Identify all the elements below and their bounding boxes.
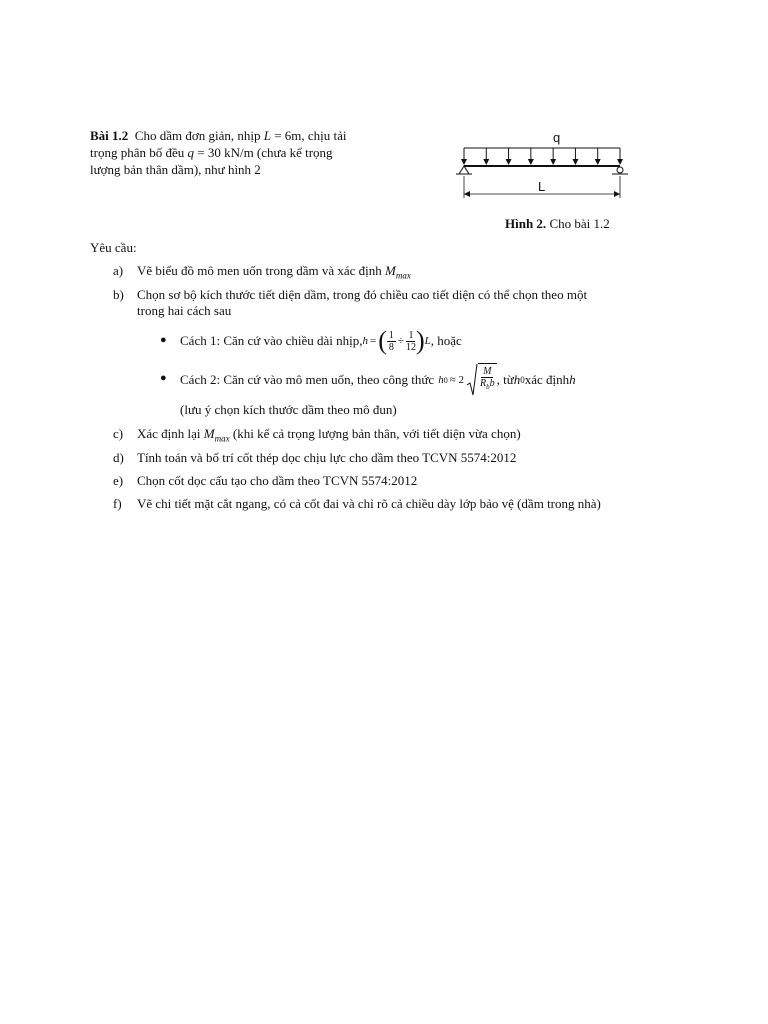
load-arrows <box>461 148 623 165</box>
item-e-text: Chọn cốt dọc cấu tạo cho dầm theo TCVN 5574:2012 <box>137 473 418 488</box>
roller-support-right <box>617 167 623 173</box>
beam-diagram <box>455 128 635 210</box>
load-arrow-head <box>617 159 623 165</box>
load-arrow-head <box>528 159 534 165</box>
bullet-2-dot: ● <box>160 372 167 384</box>
item-f-text: Vẽ chi tiết mặt cắt ngang, có cả cốt đai và chỉ rõ cả chiều dày lớp bảo vệ (dầm trong nhà) <box>137 496 601 511</box>
load-arrow-head <box>595 159 601 165</box>
load-arrow-head <box>506 159 512 165</box>
figure-caption: Hình 2. Cho bài 1.2 <box>505 216 610 231</box>
load-arrow-head <box>572 159 578 165</box>
pin-support-left <box>459 166 469 174</box>
problem-line-3: lượng bản thân dầm), như hình 2 <box>90 162 261 177</box>
item-b-line-1: Chọn sơ bộ kích thước tiết diện dầm, trong đó chiều cao tiết diện có thể chọn theo một <box>137 287 588 302</box>
problem-line-1: Bài 1.2 Cho dầm đơn giản, nhịp L = 6m, chịu tải <box>90 128 347 143</box>
problem-line-2: trọng phân bố đều q = 30 kN/m (chưa kể trọng <box>90 145 333 160</box>
bullet-2-note: (lưu ý chọn kích thước dầm theo mô đun) <box>180 402 397 417</box>
item-c-text: Xác định lại $M_{max}$ (khi kể cả trọng lượng bản thân, với tiết diện vừa chọn) <box>137 426 521 444</box>
item-a-text: Vẽ biểu đồ mô men uốn trong dầm và xác định $M_{max}$ <box>137 263 411 281</box>
load-arrow-head <box>550 159 556 165</box>
item-e-letter: e) <box>113 473 124 488</box>
bullet-1-dot: ● <box>160 334 167 346</box>
item-d-text: Tính toán và bố trí cốt thép dọc chịu lực cho dầm theo TCVN 5574:2012 <box>137 450 517 465</box>
load-label-q: q <box>553 130 561 145</box>
load-arrow-head <box>461 159 467 165</box>
item-c-letter: c) <box>113 426 124 441</box>
bullet-2-text: Cách 2: Căn cứ vào mô men uốn, theo công thức h 0 ≈ 2 $\frac{M}{R_bb}$ , từ h 0 xác định h <box>180 362 576 398</box>
requirements-heading: Yêu cầu: <box>90 240 137 255</box>
sqrt-expression: $\frac{M}{R_bb}$ <box>466 363 497 397</box>
load-arrow-head <box>483 159 489 165</box>
problem-title: Bài 1.2 <box>90 128 129 143</box>
item-b-line-2: trong hai cách sau <box>137 303 232 318</box>
item-d-letter: d) <box>113 450 124 465</box>
item-b-letter: b) <box>113 287 124 302</box>
item-a-letter: a) <box>113 263 124 278</box>
bullet-1-text: Cách 1: Căn cứ vào chiều dài nhịp, h = ( $\frac{1}{8}$ ÷ $\frac{1}{12}$ ) L , hoặc <box>180 326 462 355</box>
span-label-L: L <box>538 179 546 194</box>
item-f-letter: f) <box>113 496 122 511</box>
